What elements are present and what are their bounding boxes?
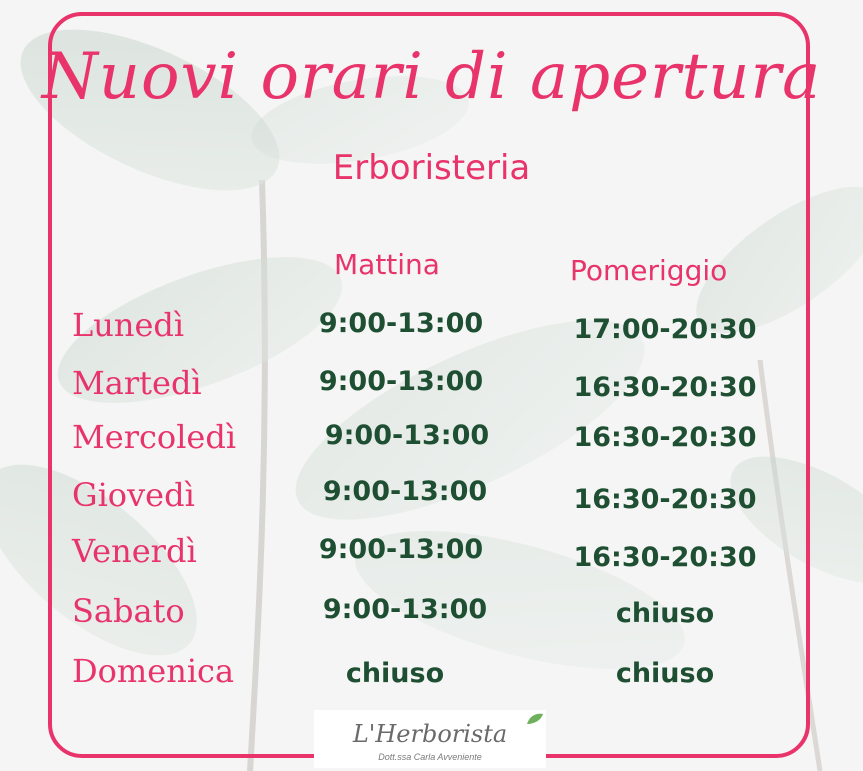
afternoon-hours: 16:30-20:30: [573, 484, 757, 515]
schedule-row-saturday: [0, 592, 863, 648]
brand-logo: [314, 710, 546, 768]
day-label: Lunedì: [72, 306, 185, 344]
day-label: Venerdì: [72, 532, 197, 570]
afternoon-hours: 16:30-20:30: [573, 542, 757, 573]
afternoon-hours: 16:30-20:30: [573, 372, 757, 403]
logo-name: L'Herborista: [352, 720, 508, 748]
morning-hours: 9:00-13:00: [318, 534, 484, 565]
page-subtitle: Erboristeria: [332, 148, 531, 188]
morning-hours: 9:00-13:00: [318, 308, 484, 339]
day-label: Mercoledì: [72, 418, 237, 456]
schedule-row-tuesday: [0, 364, 863, 420]
day-label: Sabato: [72, 592, 185, 630]
day-label: Domenica: [72, 652, 235, 690]
schedule-row-monday: [0, 306, 863, 362]
afternoon-hours: 16:30-20:30: [573, 422, 757, 453]
afternoon-hours: chiuso: [615, 658, 715, 689]
schedule-row-sunday: [0, 652, 863, 708]
schedule-row-friday: [0, 532, 863, 588]
day-label: Giovedì: [72, 476, 195, 514]
morning-hours: chiuso: [345, 658, 445, 689]
afternoon-hours: chiuso: [615, 598, 715, 629]
schedule-row-thursday: [0, 476, 863, 532]
morning-hours: 9:00-13:00: [322, 594, 488, 625]
day-label: Martedì: [72, 364, 202, 402]
logo-subtitle: Dott.ssa Carla Avveniente: [378, 752, 482, 762]
morning-hours: 9:00-13:00: [324, 420, 490, 451]
morning-hours: 9:00-13:00: [318, 366, 484, 397]
column-header-afternoon: Pomeriggio: [570, 254, 728, 287]
page-title: Nuovi orari di apertura: [41, 40, 822, 114]
morning-hours: 9:00-13:00: [322, 476, 488, 507]
column-header-morning: Mattina: [334, 248, 440, 281]
afternoon-hours: 17:00-20:30: [573, 314, 757, 345]
schedule-row-wednesday: [0, 418, 863, 474]
